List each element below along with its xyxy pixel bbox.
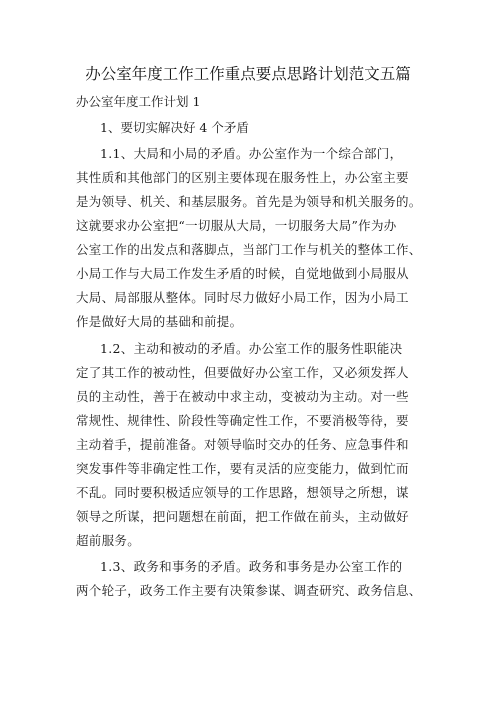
paragraph-line: 作是做好大局的基础和前提。: [76, 314, 243, 329]
paragraph-line: 1.3、政务和事务的矛盾。政务和事务是办公室工作的: [100, 559, 403, 574]
paragraph-line: 员的主动性，善于在被动中求主动，变被动为主动。对一些: [76, 389, 409, 404]
paragraph-line: 常规性、规律性、阶段性等确定性工作，不要消极等待，要: [76, 413, 409, 428]
paragraph-line: 其性质和其他部门的区别主要体现在服务性上，办公室主要: [76, 170, 409, 185]
paragraph-line: 小局工作与大局工作发生矛盾的时候，自觉地做到小局服从: [76, 266, 409, 281]
paragraph-line: 公室工作的出发点和落脚点，当部门工作与机关的整体工作、: [76, 242, 422, 257]
paragraph-line: 这就要求办公室把“一切服从大局，一切服务大局”作为办: [76, 218, 397, 233]
paragraph-line: 1.2、主动和被动的矛盾。办公室工作的服务性职能决: [100, 341, 403, 356]
paragraph-line: 突发事件等非确定性工作，要有灵活的应变能力，做到忙而: [76, 461, 409, 476]
document-title: 办公室年度工作工作重点要点思路计划范文五篇: [85, 65, 411, 83]
paragraph-line: 不乱。同时要积极适应领导的工作思路，想领导之所想，谋: [76, 485, 409, 500]
paragraph-line: 领导之所谋，把问题想在前面，把工作做在前头，主动做好: [76, 509, 409, 524]
paragraph-line: 大局、局部服从整体。同时尽力做好小局工作，因为小局工: [76, 290, 409, 305]
paragraph-line: 超前服务。: [76, 533, 141, 548]
paragraph-line: 主动着手，提前准备。对领导临时交办的任务、应急事件和: [76, 437, 409, 452]
paragraph-line: 1.1、大局和小局的矛盾。办公室作为一个综合部门，: [100, 146, 403, 161]
paragraph-line: 是为领导、机关、和基层服务。首先是为领导和机关服务的。: [76, 194, 422, 209]
section-heading: 1、要切实解决好 4 个矛盾: [100, 120, 249, 135]
paragraph-line: 两个轮子，政务工作主要有决策参谋、调查研究、政务信息、: [76, 583, 422, 598]
paragraph-line: 定了其工作的被动性，但要做好办公室工作，又必须发挥人: [76, 365, 409, 380]
document-subtitle: 办公室年度工作计划 1: [76, 94, 201, 109]
